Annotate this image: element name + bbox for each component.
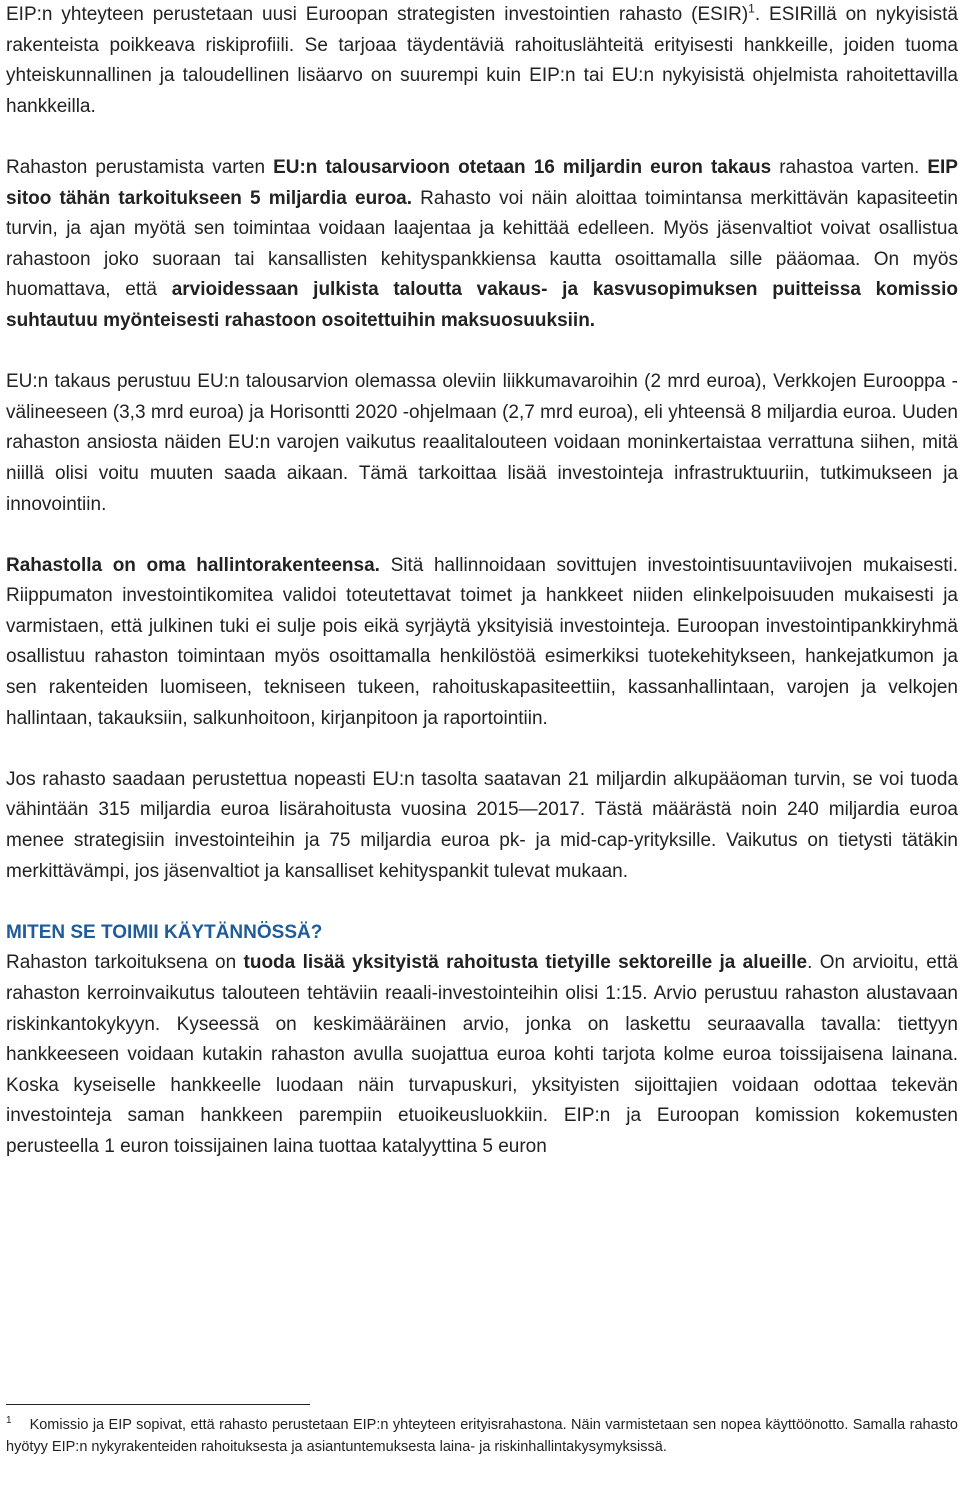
footnote-separator (6, 1404, 310, 1405)
bold-text: EIP sitoo tähän tarkoitukseen 5 miljardia euroa. (6, 156, 958, 209)
footnote-reference[interactable]: 1 (748, 1, 755, 16)
paragraph-financing-impact (6, 765, 958, 887)
paragraph-text: Sitä hallinnoidaan sovittujen investointisuuntaviivojen mukaisesti. Riippumaton investointikomitea validoi toteutettavat toimet ja hankkeet niiden elinkelpoisuuden mukaisesti ja varmistaen, että julkinen tuki ei sulje pois eikä syrjäytä yksityisiä investointeja. Euroopan investointipankkiryhmä osallistuu rahaston toimintaan myös osoittamalla henkilöstöä esimerkiksi tuotekehitykseen, hankejatkumon ja sen rakenteiden luomiseen, tekniseen tukeen, rahoituskapasiteettiin, kassanhallintaan, varojen ja velkojen hallintaan, takauksiin, salkunhoitoon, kirjanpitoon ja raportointiin. (6, 554, 958, 729)
paragraph-text: Rahaston tarkoituksena on (6, 952, 244, 974)
paragraph-gap (6, 122, 958, 153)
paragraph-text: EIP:n yhteyteen perustetaan uusi Euroopan strategisten investointien rahasto (ESIR) (6, 4, 749, 25)
paragraph-gap (6, 887, 958, 918)
paragraph-text: Jos rahasto saadaan perustettua nopeasti EU:n tasolta saatavan 21 miljardin alkupääoman turvin, se voi tuoda vähintään 315 miljardia euroa lisärahoitusta vuosina 2015—2017. Tästä määrästä noin 240 miljardia euroa menee strategisiin investointeihin ja 75 miljardia euroa pk- ja mid-cap-yrityksille. Vaikutus on tietysti tätäkin merkittävämpi, jos jäsenvaltiot ja kansalliset kehityspankit tulevat mukaan. (6, 768, 958, 882)
footnote (6, 1414, 958, 1458)
paragraph-how-it-works (6, 948, 958, 1162)
bold-text: tuoda lisää yksityistä rahoitusta tietyille sektoreille ja alueille (243, 952, 808, 974)
paragraph-text: Rahasto voi näin aloittaa toimintansa merkittävän kapasiteetin turvin, ja ajan myötä sen toimintaa voidaan laajentaa ja kehittää edelleen. Myös jäsenvaltiot voivat osallistua rahastoon joko suoraan tai kansallisten kehityspankkiensa kautta osoittamalla sille pääomaa. On myös huomattava, että (6, 187, 958, 301)
paragraph-gap (6, 734, 958, 765)
paragraph-gap (6, 337, 958, 368)
paragraph-text: . ESIRillä on nykyisistä rakenteista poikkeava riskiprofiili. Se tarjoaa täydentäviä rahoituslähteitä erityisesti hankkeille, joiden tuoma yhteiskunnallinen ja taloudellinen lisäarvo on suurempi kuin EIP:n tai EU:n nykyisistä ohjelmista rahoitettavilla hankkeilla. (6, 4, 958, 117)
footnote-text: Komissio ja EIP sopivat, että rahasto perustetaan EIP:n yhteyteen erityisrahastona. Näin varmistetaan sen nopea käyttöönotto. Samalla rahasto hyötyy EIP:n nykyrakenteiden rahoituksesta ja asiantuntemuksesta laina- ja riskinhallintakysymyksissä. (6, 1417, 958, 1456)
bold-text: EU:n talousarvioon otetaan 16 miljardin euron takaus (273, 156, 772, 178)
paragraph-governance (6, 551, 958, 735)
section-heading: MITEN SE TOIMII KÄYTÄNNÖSSÄ? (6, 921, 323, 943)
bold-text: arvioidessaan julkista taloutta vakaus- ja kasvusopimuksen puitteissa komissio suhtautuu myönteisesti rahastoon osoitettuihin maksuosuuksiin. (6, 279, 958, 331)
paragraph-fund-establishment (6, 153, 958, 337)
paragraph-esir-intro (6, 0, 958, 122)
paragraph-eu-guarantee (6, 367, 958, 520)
paragraph-text: EU:n takaus perustuu EU:n talousarvion olemassa oleviin liikkumavaroihin (2 mrd euroa), Verkkojen Eurooppa -välineeseen (3,3 mrd euroa) ja Horisontti 2020 -ohjelmaan (2,7 mrd euroa), eli yhteensä 8 miljardia euroa. Uuden rahaston ansiosta näiden EU:n varojen vaikutus reaalitalouteen voidaan moninkertaistaa verrattuna siihen, mitä niillä olisi voitu muuten saada aikaan. Tämä tarkoittaa lisää investointeja infrastruktuuriin, tutkimukseen ja innovointiin. (6, 371, 958, 515)
paragraph-gap (6, 520, 958, 551)
document-page (6, 0, 958, 1490)
paragraph-text: Rahaston perustamista varten (6, 156, 274, 178)
paragraph-text: rahastoa varten. (771, 156, 928, 178)
paragraph-text: . On arvioitu, että rahaston kerroinvaikutus talouteen tehtäviin reaali-investointeihin olisi 1:15. Arvio perustuu rahaston alustavaan riskinkantokykyyn. Kyseessä on keskimääräinen arvio, jonka on laskettu seuraavalla tavalla: tiettyyn hankkeeseen voidaan kutakin rahaston avulla suojattua euroa kohti tarjota kolme euroa toissijaisena lainana. Koska kyseiselle hankkeelle luodaan näin turvapuskuri, yksityisten sijoittajien voidaan odottaa tekevän investointeja saman hankkeen parempiin etuoikeusluokkiin. EIP:n ja Euroopan komission kokemusten perusteella 1 euron toissijainen laina tuottaa katalyyttina 5 euron (6, 952, 958, 1157)
bold-text: Rahastolla on oma hallintorakenteensa. (6, 554, 380, 576)
footnote-number: 1 (6, 1415, 12, 1427)
